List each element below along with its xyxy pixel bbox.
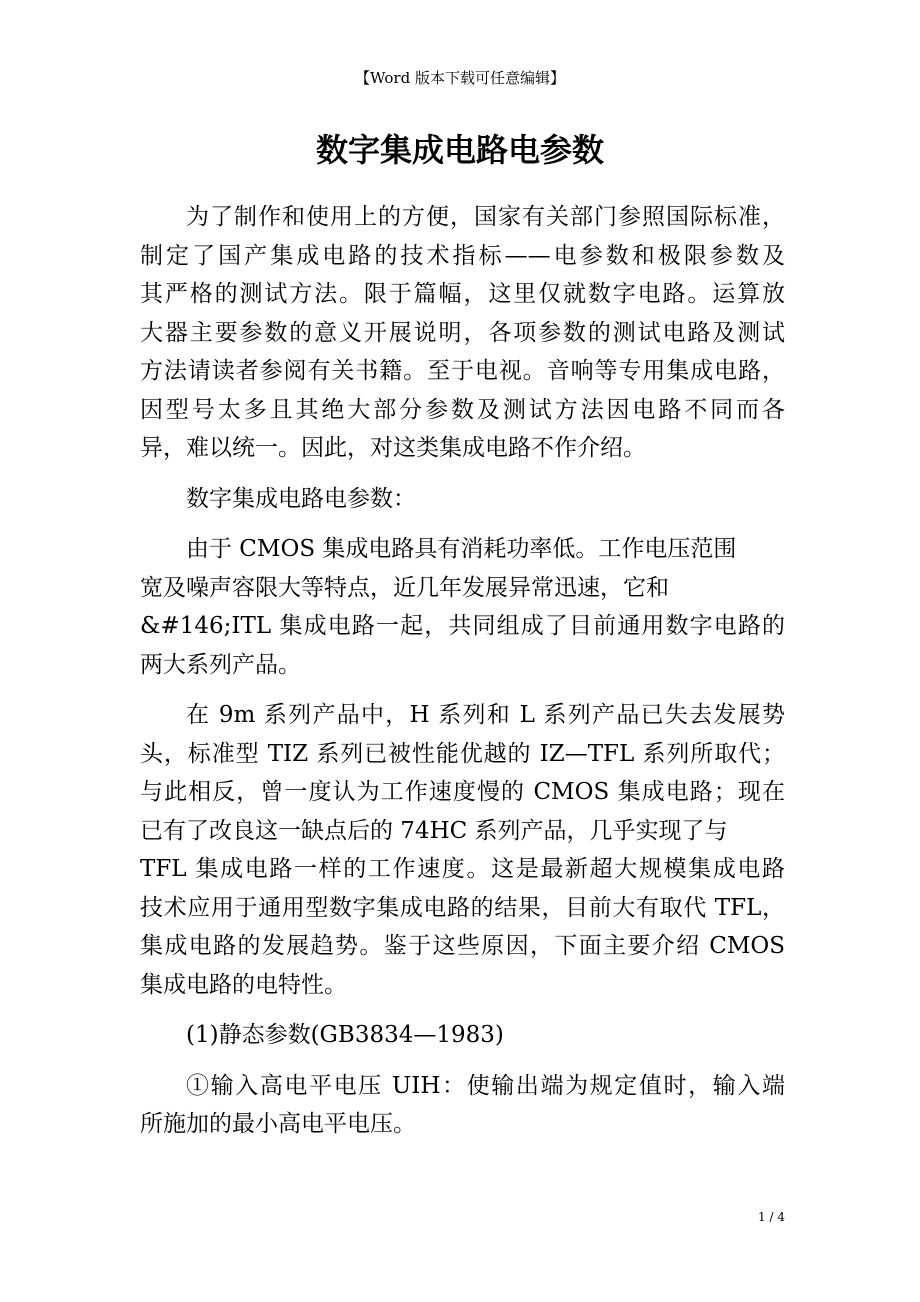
text-line: 已有了改良这一缺点后的 74HC 系列产品，几乎实现了与 — [140, 817, 728, 844]
page-number: 1 / 4 — [758, 1210, 785, 1224]
page-header: 【Word 版本下载可任意编辑】 — [355, 69, 565, 87]
paragraph-series-comparison — [140, 696, 785, 1004]
text-line: &#146;ITL 集成电路一起，共同组成了目前通用数字电路的 — [140, 613, 785, 639]
paragraph-cmos-intro — [140, 530, 785, 684]
text-line: 头，标准型 TIZ 系列已被性能优越的 IZ—TFL 系列所取代； — [140, 740, 785, 767]
text-line: 宽及噪声容限大等特点，近几年发展异常迅速，它和 — [140, 574, 669, 601]
text-line: 为了制作和使用上的方便，国家有关部门参照国际标准， — [186, 204, 785, 230]
document-title: 数字集成电路电参数 — [315, 131, 604, 169]
text-line: 方法请读者参阅有关书籍。至于电视。音响等专用集成电路， — [140, 358, 785, 384]
text-line: (1)静态参数(GB3834—1983) — [186, 1022, 504, 1048]
paragraph-static-params-heading — [140, 1016, 785, 1055]
text-line: 在 9m 系列产品中，H 系列和 L 系列产品已失去发展势 — [186, 702, 785, 728]
text-line: 集成电路的电特性。 — [140, 971, 347, 998]
document-body — [140, 198, 785, 1156]
paragraph-uih-definition — [140, 1067, 785, 1144]
text-line: 其严格的测试方法。限于篇幅，这里仅就数字电路。运算放 — [140, 281, 785, 307]
text-line: 两大系列产品。 — [140, 651, 301, 678]
text-line: 大器主要参数的意义开展说明，各项参数的测试电路及测试 — [140, 319, 785, 346]
text-line: 异，难以统一。因此，对这类集成电路不作介绍。 — [140, 435, 646, 461]
paragraph-section-heading — [140, 480, 785, 519]
text-line: TFL 集成电路一样的工作速度。这是最新超大规模集成电路 — [140, 856, 785, 882]
text-line: 因型号太多且其绝大部分参数及测试方法因电路不同而各 — [140, 396, 785, 423]
text-line: ①输入高电平电压 UIH：使输出端为规定值时，输入端 — [186, 1072, 785, 1099]
text-line: 所施加的最小高电平电压。 — [140, 1111, 416, 1137]
text-line: 制定了国产集成电路的技术指标——电参数和极限参数及 — [140, 242, 785, 269]
text-line: 技术应用于通用型数字集成电路的结果，目前大有取代 TFL， — [140, 894, 785, 921]
text-line: 由于 CMOS 集成电路具有消耗功率低。工作电压范围 — [186, 536, 737, 562]
text-line: 集成电路的发展趋势。鉴于这些原因，下面主要介绍 CMOS — [140, 933, 785, 959]
text-line: 数字集成电路电参数： — [186, 485, 416, 512]
paragraph-intro — [140, 198, 785, 468]
text-line: 与此相反，曾一度认为工作速度慢的 CMOS 集成电路；现在 — [140, 779, 785, 805]
